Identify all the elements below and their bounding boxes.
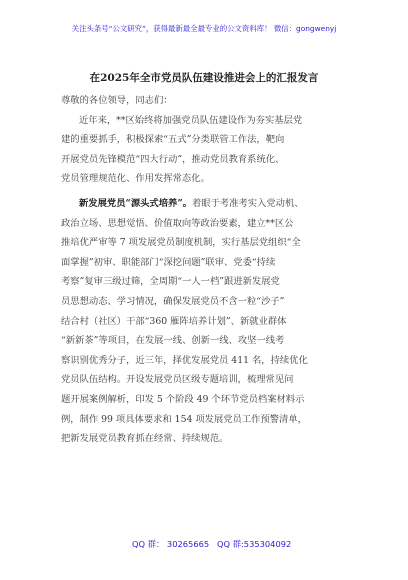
text-line: 推培优严审等 7 项发展党员制度机制，实行基层党组织“全 [61,237,301,249]
text-line: 例，制作 99 项具体要求和 154 项发展党员工作预警清单， [61,413,307,425]
text-line: 察识别优秀分子，近三年，择优发展党员 411 名，持续优化 [61,354,308,366]
text-line: 结合村（社区）干部“360 雁阵培养计划”、新就业群体 [61,315,287,327]
text-line [61,194,351,214]
greeting-line: 尊敬的各位领导，同志们： [61,95,173,106]
text-line: 开展党员先锋模范“四大行动”，推动党员教育系统化、 [61,153,285,165]
qq-group-left: QQ 群： 30265665 [132,539,210,549]
text-line: 题开展案例解析，印发 5 个阶段 49 个环节党员档案材料示 [61,393,305,405]
qq-group-right: QQ 群:535304092 [217,539,292,549]
text-line: 政治立场、思想觉悟、价值取向等政治要素，建立**区公 [61,217,294,229]
text-line: 党员队伍结构。开设发展党员区级专题培训，梳理常见问 [61,374,294,386]
text-line: 员思想动态、学习情况，确保发展党员不含一粒“沙子” [61,295,285,307]
text-line: 建的重要抓手，积极探索“五式”分类联管工作法，靶向 [61,134,285,146]
document-title: 在2025年全市党员队伍建设推进会上的汇报发言 [89,72,319,84]
heading-line-rest: 着眼于考准考实入党动机、 [191,197,304,209]
text-line: 面掌握”初审、职能部门“深挖问题”联审、党委“持续 [61,256,276,268]
text-line: “新新茶”等项目，在发展一线、创新一线、攻坚一线考 [61,335,285,347]
promo-banner: 关注头条号“公文研究”，获得最新最全最专业的公文资料库！ 微信：gongwenyj [71,24,337,33]
document-body [61,91,351,449]
text-line: 把新发展党员教育抓在经常、持续规范。 [61,433,229,445]
paragraph-new-members [61,194,351,449]
section-heading: 新发展党员“源头式培养”。 [79,197,192,209]
paragraph-intro [61,111,351,189]
text-line: 党员管理规范化、作用发挥常态化。 [61,173,210,185]
text-line: 近年来，**区始终将加强党员队伍建设作为夯实基层党 [79,114,303,126]
text-line: 考察”复审三级过筛，全周期“一人一档”跟进新发展党 [61,276,280,288]
